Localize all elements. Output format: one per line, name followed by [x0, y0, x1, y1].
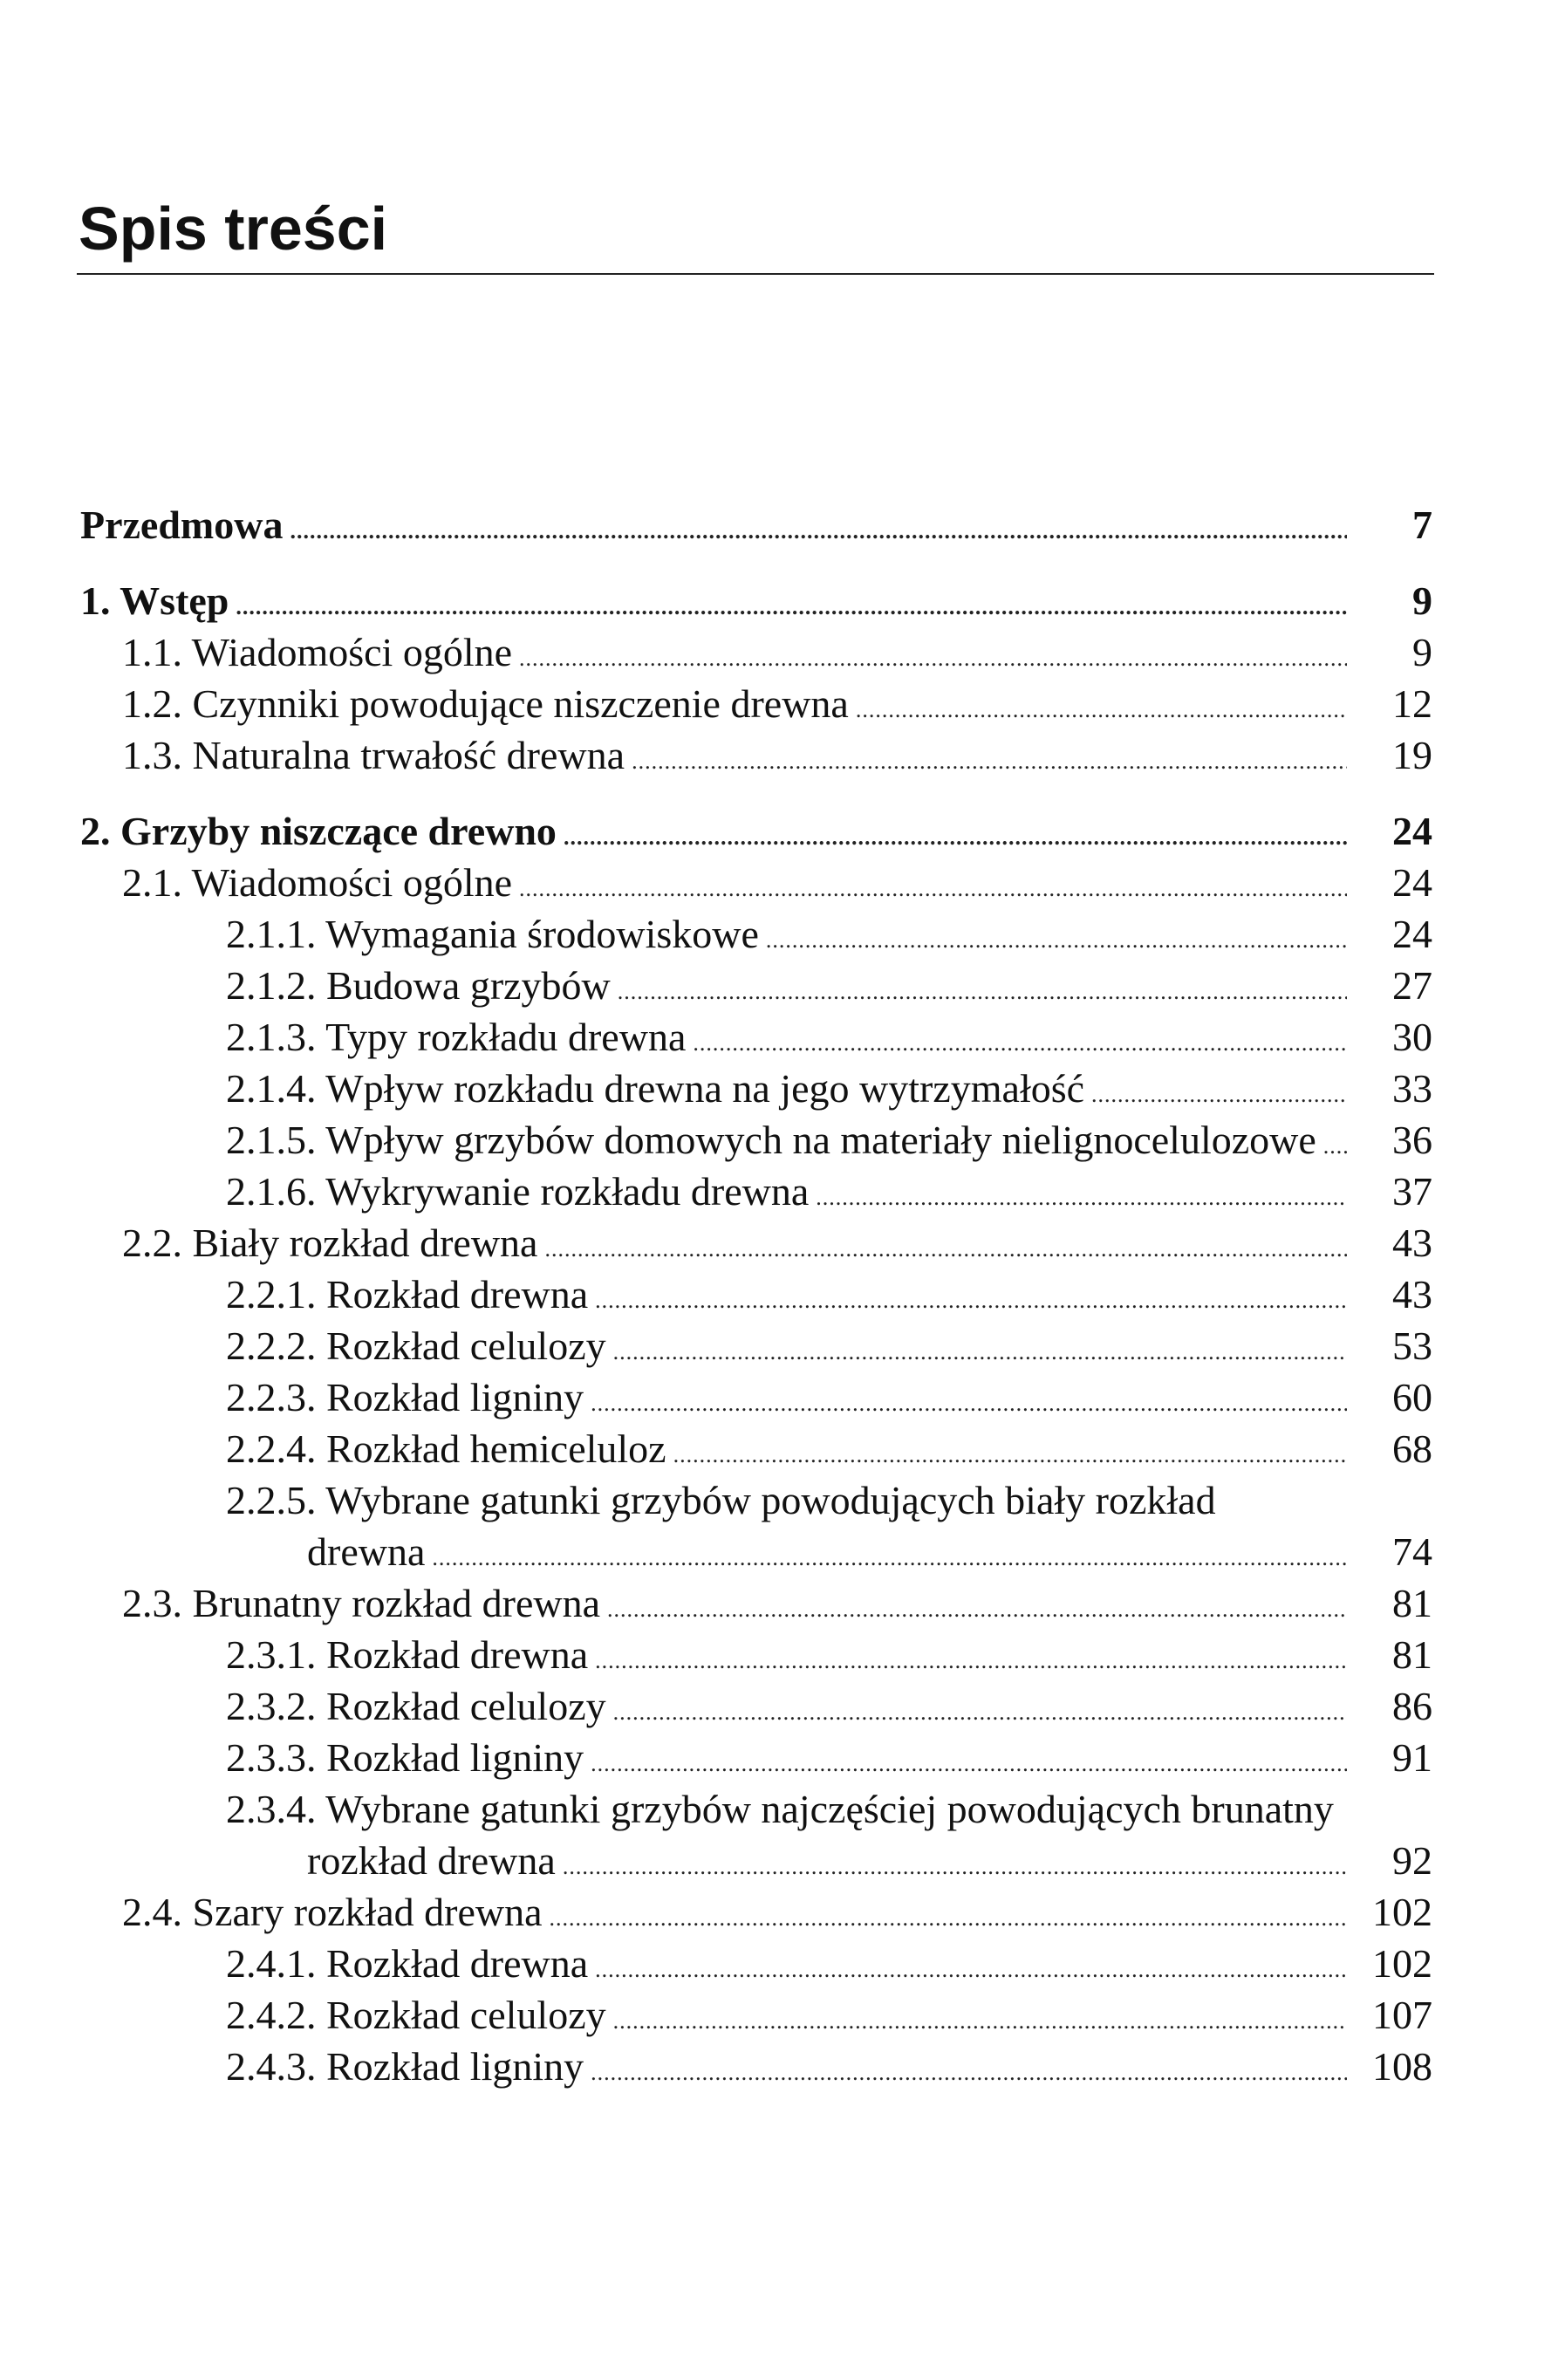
dot-leader [607, 1583, 1347, 1629]
toc-page-number: 24 [1392, 809, 1432, 853]
toc-entry-2-3-4-line1[interactable] [80, 1783, 1432, 1835]
toc-page-number: 81 [1392, 1632, 1432, 1677]
toc-entry-2-3-1[interactable] [80, 1629, 1432, 1680]
toc-label: 2. Grzyby niszczące drewno [80, 809, 557, 853]
toc-page-number: 12 [1392, 681, 1432, 726]
toc-page-number: 43 [1392, 1221, 1432, 1265]
toc-label: 2.4. Szary rozkład drewna [122, 1890, 543, 1934]
dot-leader [613, 1995, 1347, 2041]
toc-entry-2-1-4[interactable] [80, 1063, 1432, 1114]
toc-entry-2-2-1[interactable] [80, 1269, 1432, 1320]
toc-page-number: 102 [1372, 1890, 1432, 1934]
toc-label: 2.1.3. Typy rozkładu drewna [226, 1015, 687, 1059]
toc-label: 2.1. Wiadomości ogólne [122, 860, 513, 905]
dot-leader [618, 966, 1347, 1011]
toc-page-number: 24 [1392, 912, 1432, 956]
toc-entry-2-2-2[interactable] [80, 1320, 1432, 1371]
toc-entry-2-4-2[interactable] [80, 1989, 1432, 2041]
toc-page-number: 108 [1372, 2044, 1432, 2089]
toc-label: 2.3.3. Rozkład ligniny [226, 1735, 584, 1780]
toc-entry-2-3-3[interactable] [80, 1732, 1432, 1783]
toc-entry-2-2-3[interactable] [80, 1371, 1432, 1423]
toc-label: 2.4.2. Rozkład celulozy [226, 1993, 606, 2037]
toc-entry-1-1[interactable] [80, 626, 1432, 678]
dot-leader [613, 1686, 1347, 1732]
toc-page-number: 68 [1392, 1426, 1432, 1471]
toc-entry-2-1-5[interactable] [80, 1114, 1432, 1166]
toc-page-number: 43 [1392, 1272, 1432, 1317]
toc-label: 2.3.1. Rozkład drewna [226, 1632, 589, 1677]
toc-label: 2.1.2. Budowa grzybów [226, 963, 611, 1008]
toc-label: Przedmowa [80, 503, 284, 547]
toc-label: 2.2.5. Wybrane gatunki grzybów powodujących biały rozkład [226, 1478, 1216, 1522]
title-rule [77, 273, 1434, 275]
dot-leader [673, 1429, 1347, 1474]
toc-entry-2-1-1[interactable] [80, 908, 1432, 960]
toc-page-number: 91 [1392, 1735, 1432, 1780]
dot-leader [290, 505, 1347, 551]
toc-entry-2-3[interactable] [80, 1577, 1432, 1629]
toc-entry-2-4-1[interactable] [80, 1938, 1432, 1989]
toc-entry-2-2-5[interactable] [80, 1526, 1432, 1577]
toc-label: 2.3. Brunatny rozkład drewna [122, 1581, 601, 1625]
dot-leader [613, 1326, 1347, 1371]
toc-entry-2-3-4[interactable] [80, 1835, 1432, 1886]
toc-label: 2.3.4. Wybrane gatunki grzybów najczęściej powodujących brunatny [226, 1787, 1334, 1831]
toc-entry-2-4[interactable] [80, 1886, 1432, 1938]
toc-label: 1. Wstęp [80, 578, 229, 623]
toc-label: 2.2.4. Rozkład hemiceluloz [226, 1426, 666, 1471]
toc-entry-2-3-2[interactable] [80, 1680, 1432, 1732]
toc-page-number: 81 [1392, 1581, 1432, 1625]
toc-entry-2-1-3[interactable] [80, 1011, 1432, 1063]
toc-entry-2-2-4[interactable] [80, 1423, 1432, 1474]
toc-page-number: 27 [1392, 963, 1432, 1008]
dot-leader [1091, 1069, 1347, 1114]
toc-label: 2.1.4. Wpływ rozkładu drewna na jego wytrzymałość [226, 1066, 1085, 1111]
toc-entry-2[interactable] [80, 805, 1432, 857]
toc-label: 2.2. Biały rozkład drewna [122, 1221, 538, 1265]
toc-page-number: 74 [1392, 1529, 1432, 1574]
dot-leader [632, 735, 1347, 781]
dot-leader [236, 581, 1347, 626]
toc-page-number: 7 [1412, 503, 1432, 547]
toc-page-number: 37 [1392, 1169, 1432, 1214]
dot-leader [544, 1223, 1347, 1269]
toc-entry-1-2[interactable] [80, 678, 1432, 729]
toc-label: 2.2.2. Rozkład celulozy [226, 1323, 606, 1368]
dot-leader [564, 811, 1347, 857]
toc-label: 2.4.1. Rozkład drewna [226, 1941, 589, 1986]
toc-page-number: 24 [1392, 860, 1432, 905]
toc-page-number: 30 [1392, 1015, 1432, 1059]
toc-entry-2-1-2[interactable] [80, 960, 1432, 1011]
toc-entry-2-1[interactable] [80, 857, 1432, 908]
toc-label: 2.1.6. Wykrywanie rozkładu drewna [226, 1169, 810, 1214]
dot-leader [595, 1635, 1347, 1680]
toc-label: 2.2.3. Rozkład ligniny [226, 1375, 584, 1419]
dot-leader [432, 1532, 1347, 1577]
toc-page-number: 9 [1412, 578, 1432, 623]
table-of-contents [80, 499, 1432, 2092]
toc-page-number: 60 [1392, 1375, 1432, 1419]
toc-label: 1.1. Wiadomości ogólne [122, 630, 513, 674]
dot-leader [563, 1841, 1347, 1886]
toc-page-number: 86 [1392, 1684, 1432, 1728]
toc-label: 2.1.1. Wymagania środowiskowe [226, 912, 759, 956]
toc-entry-1[interactable] [80, 575, 1432, 626]
dot-leader [856, 684, 1347, 729]
dot-leader [591, 1378, 1347, 1423]
toc-label-continuation: rozkład drewna [307, 1838, 556, 1883]
toc-label-continuation: drewna [307, 1529, 426, 1574]
toc-label: 2.2.1. Rozkład drewna [226, 1272, 589, 1317]
toc-page-number: 19 [1392, 733, 1432, 777]
dot-leader [766, 914, 1347, 960]
toc-page-number: 53 [1392, 1323, 1432, 1368]
toc-entry-2-2[interactable] [80, 1217, 1432, 1269]
page-title: Spis treści [79, 195, 388, 263]
dot-leader [519, 863, 1347, 908]
toc-page-number: 102 [1372, 1941, 1432, 1986]
toc-page-number: 107 [1372, 1993, 1432, 2037]
toc-page-number: 36 [1392, 1118, 1432, 1162]
toc-label: 2.3.2. Rozkład celulozy [226, 1684, 606, 1728]
toc-page-number: 33 [1392, 1066, 1432, 1111]
toc-label: 1.3. Naturalna trwałość drewna [122, 733, 625, 777]
dot-leader [550, 1892, 1347, 1938]
dot-leader [816, 1172, 1347, 1217]
toc-entry-2-1-6[interactable] [80, 1166, 1432, 1217]
toc-entry-1-3[interactable] [80, 729, 1432, 781]
toc-page-number: 9 [1412, 630, 1432, 674]
dot-leader [519, 633, 1347, 678]
dot-leader [591, 1738, 1347, 1783]
dot-leader [595, 1275, 1347, 1320]
dot-leader [595, 1944, 1347, 1989]
toc-label: 2.1.5. Wpływ grzybów domowych na materiały nielignocelulozowe [226, 1118, 1316, 1162]
toc-label: 2.4.3. Rozkład ligniny [226, 2044, 584, 2089]
dot-leader [693, 1017, 1347, 1063]
toc-entry-przedmowa[interactable] [80, 499, 1432, 551]
dot-leader [591, 2047, 1347, 2092]
toc-page-number: 92 [1392, 1838, 1432, 1883]
toc-entry-2-4-3[interactable] [80, 2041, 1432, 2092]
toc-entry-2-2-5-line1[interactable] [80, 1474, 1432, 1526]
dot-leader [1323, 1120, 1347, 1166]
toc-label: 1.2. Czynniki powodujące niszczenie drewna [122, 681, 849, 726]
